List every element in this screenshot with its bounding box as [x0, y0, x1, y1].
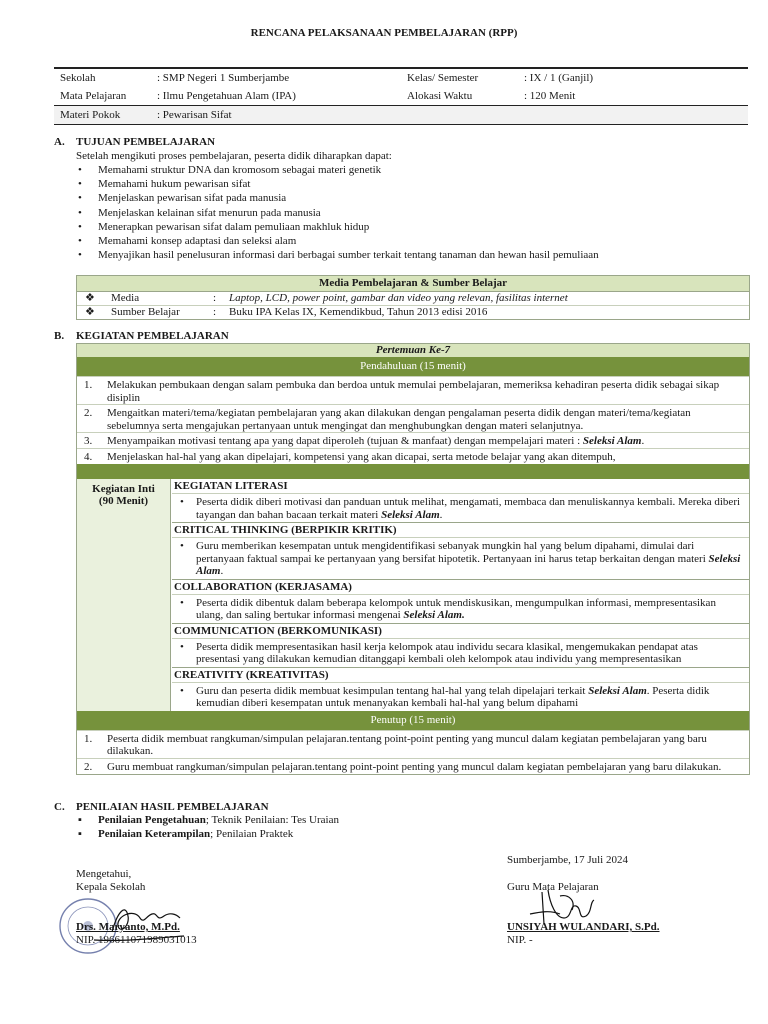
- colon: :: [213, 292, 217, 304]
- row-text: [107, 433, 749, 448]
- topic-label: Materi Pokok: [60, 109, 121, 121]
- core-label: [77, 479, 171, 711]
- header-row: [54, 69, 748, 87]
- list-item-text: Menyajikan hasil penelusuran informasi dari berbagai sumber terkait tentang tanaman dan hewan hasil pemuliaan: [98, 249, 599, 262]
- subject-value: : Ilmu Pengetahuan Alam (IPA): [157, 90, 296, 102]
- table-row: [77, 758, 749, 775]
- list-item-text: Menjelaskan kelainan sifat menurun pada manusia: [98, 206, 321, 219]
- diamond-icon: ❖: [85, 292, 95, 304]
- section-a-intro: Setelah mengikuti proses pembelajaran, peserta didik diharapkan dapat:: [76, 150, 392, 162]
- assessment-detail: ; Teknik Penilaian: Tes Uraian: [205, 814, 339, 826]
- row-number: 2.: [84, 760, 93, 773]
- bullet-icon: •: [78, 249, 82, 262]
- time-label: Alokasi Waktu: [407, 90, 473, 102]
- assessment-type: Penilaian Keterampilan: [98, 828, 211, 841]
- bullet-icon: •: [180, 684, 184, 697]
- list-item-text: Menerapkan pewarisan sifat dalam pemuliaan makhluk hidup: [98, 220, 370, 233]
- row-number: 3.: [84, 435, 93, 447]
- block-body: [172, 594, 749, 623]
- assessment-list: [76, 813, 339, 841]
- row-text: Mengaitkan materi/tema/kegiatan pembelajaran yang akan dilakukan dengan pengalaman peserta didik dengan materi/tema/kegiatan sebelumnya serta mengajukan pertanyaan untuk mengingat dan menghubungkan dengan materi selanjutnya.: [107, 407, 691, 432]
- bullet-icon: •: [78, 192, 82, 205]
- table-row: [77, 376, 749, 404]
- assessment-type: Penilaian Pengetahuan: [98, 814, 206, 826]
- table-row: [77, 404, 749, 432]
- bullet-icon: •: [180, 496, 184, 508]
- section-letter: A.: [54, 136, 65, 148]
- section-title: TUJUAN PEMBELAJARAN: [76, 136, 216, 148]
- header-row: [54, 105, 748, 124]
- bullet-icon: •: [78, 234, 82, 247]
- school-value: : SMP Negeri 1 Sumberjambe: [157, 72, 290, 84]
- emphasis-text: Seleksi Alam: [196, 552, 741, 577]
- section-b-heading: [54, 330, 229, 342]
- class-value: : IX / 1 (Ganjil): [524, 72, 594, 84]
- section-letter: C.: [54, 801, 65, 813]
- acknowledged-label: Mengetahui,: [76, 868, 132, 880]
- header-table: [54, 67, 748, 125]
- teacher-title: Guru Mata Pelajaran: [507, 881, 599, 893]
- document-title: RENCANA PELAKSANAAN PEMBELAJARAN (RPP): [250, 27, 518, 39]
- section-letter: B.: [54, 330, 65, 342]
- intro-bar: Pendahuluan (15 menit): [77, 357, 749, 376]
- row-number: 2.: [84, 407, 93, 419]
- activities-table: [76, 343, 750, 775]
- principal-nip: NIP. 196611071989031013: [76, 934, 197, 946]
- block-heading: KEGIATAN LITERASI: [172, 479, 749, 493]
- list-item: [76, 191, 599, 205]
- list-item: [76, 813, 339, 827]
- list-item: [76, 220, 599, 234]
- subject-label: Mata Pelajaran: [60, 90, 127, 102]
- row-text: Melakukan pembukaan dengan salam pembuka dan berdoa untuk memulai pembelajaran, memeriksa kehadiran peserta didik sebagai sikap disiplin: [107, 379, 720, 404]
- row-text-main: Menyampaikan motivasi tentang apa yang dapat diperoleh (tujuan & manfaat) dengan mempelajari materi :: [107, 435, 583, 447]
- teacher-nip: NIP. -: [507, 934, 533, 946]
- media-heading: Media Pembelajaran & Sumber Belajar: [77, 276, 749, 292]
- list-item: [76, 177, 599, 191]
- bullet-icon: •: [180, 640, 184, 653]
- row-text: Guru membuat rangkuman/simpulan pelajaran.tentang point-point penting yang muncul dalam kegiatan pembelajaran yang baru dilakukan.: [107, 760, 722, 773]
- bullet-icon: •: [78, 220, 82, 233]
- bullet-icon: •: [180, 596, 184, 609]
- topic-value: : Pewarisan Sifat: [157, 109, 232, 121]
- block-text-after: . Peserta didik kemudian diberi kesempatan untuk menanyakan kembali hal-hal yang belum dipahami: [196, 684, 710, 709]
- media-row: [77, 292, 749, 305]
- table-row: [77, 432, 749, 448]
- block-body: [172, 537, 749, 579]
- objectives-list: [76, 163, 599, 262]
- school-label: Sekolah: [60, 72, 96, 84]
- square-bullet-icon: ▪: [78, 828, 82, 841]
- divider-bar: [77, 464, 749, 479]
- assessment-detail: ; Penilaian Praktek: [210, 828, 294, 841]
- principal-name: Drs. Maryanto, M.Pd.: [76, 921, 180, 933]
- row-text-after: .: [641, 435, 645, 447]
- class-label: Kelas/ Semester: [407, 72, 479, 84]
- row-number: 1.: [84, 732, 93, 745]
- section-c-heading: [54, 801, 269, 813]
- diamond-icon: ❖: [85, 306, 95, 318]
- list-item: [76, 206, 599, 220]
- core-activities: [77, 479, 749, 711]
- section-title: PENILAIAN HASIL PEMBELAJARAN: [76, 801, 269, 813]
- block-body: [172, 682, 749, 711]
- section-title: KEGIATAN PEMBELAJARAN: [76, 330, 229, 342]
- core-label-duration: (90 Menit): [98, 495, 149, 507]
- media-label: Media: [111, 292, 140, 304]
- emphasis-text: Seleksi Alam: [588, 684, 647, 697]
- bullet-icon: •: [78, 178, 82, 191]
- table-row: [77, 730, 749, 758]
- square-bullet-icon: ▪: [78, 814, 82, 826]
- block-text: Peserta didik dibentuk dalam beberapa kelompok untuk mendiskusikan, mengumpulkan informasi, mempresentasikan ulang, dan saling bertukar informasi mengenai: [196, 596, 716, 621]
- block-text: Peserta didik diberi motivasi dan panduan untuk melihat, mengamati, membaca dan menuliskannya kembali. Mereka diberi tayangan dan bahan bacaan terkait materi: [196, 496, 741, 521]
- list-item: [76, 234, 599, 248]
- teacher-name: UNSIYAH WULANDARI, S.Pd.: [507, 921, 660, 933]
- block-heading: CREATIVITY (KREATIVITAS): [172, 667, 749, 682]
- list-item-text: Memahami struktur DNA dan kromosom sebagai materi genetik: [98, 164, 382, 176]
- row-text: Peserta didik membuat rangkuman/simpulan pelajaran.tentang point-point penting yang muncul dalam kegiatan pembelajaran yang baru dilakukan.: [107, 732, 707, 757]
- row-number: 4.: [84, 450, 93, 463]
- closing-bar: Penutup (15 menit): [77, 711, 749, 730]
- block-heading: CRITICAL THINKING (BERPIKIR KRITIK): [172, 522, 749, 537]
- media-table: [76, 275, 750, 320]
- block-text-after: .: [220, 565, 224, 577]
- block-text: Peserta didik mempresentasikan hasil kerja kelompok atau individu secara klasikal, mengemukakan pendapat atas presentasi yang dilakukan kemudian ditanggapi kembali oleh kelompok atau individu yang mempresentasikan: [196, 640, 698, 665]
- bullet-icon: •: [180, 540, 184, 552]
- media-value: Laptop, LCD, power point, gambar dan video yang relevan, fasilitas internet: [229, 292, 568, 304]
- media-row: [77, 305, 749, 319]
- emphasis-text: Seleksi Alam.: [403, 609, 465, 621]
- core-label-title: Kegiatan Inti: [92, 483, 155, 495]
- time-value: : 120 Menit: [524, 90, 576, 102]
- block-heading: COLLABORATION (KERJASAMA): [172, 579, 749, 594]
- bullet-icon: •: [78, 206, 82, 219]
- section-a-heading: [54, 136, 215, 148]
- list-item: [76, 163, 599, 177]
- bullet-icon: •: [78, 164, 82, 176]
- header-row: [54, 87, 748, 105]
- list-item-text: Memahami hukum pewarisan sifat: [98, 178, 251, 191]
- colon: :: [213, 306, 217, 318]
- meeting-label: Pertemuan Ke-7: [77, 344, 749, 357]
- emphasis-text: Seleksi Alam: [582, 435, 642, 447]
- core-blocks: [172, 479, 749, 711]
- emphasis-text: Seleksi Alam: [381, 508, 440, 521]
- source-label: Sumber Belajar: [111, 306, 180, 318]
- place-date: Sumberjambe, 17 Juli 2024: [507, 854, 628, 866]
- list-item-text: Menjelaskan pewarisan sifat pada manusia: [98, 192, 287, 205]
- block-text: Guru dan peserta didik membuat kesimpulan tentang hal-hal yang telah dipelajari terkait: [196, 684, 589, 697]
- principal-title: Kepala Sekolah: [76, 881, 146, 893]
- list-item: [76, 248, 599, 262]
- block-body: [172, 493, 749, 522]
- list-item-text: Memahami konsep adaptasi dan seleksi alam: [98, 234, 297, 247]
- list-item: [76, 827, 339, 841]
- table-row: [77, 448, 749, 465]
- row-text: Menjelaskan hal-hal yang akan dipelajari, kompetensi yang akan dicapai, serta metode belajar yang akan ditempuh,: [107, 450, 616, 463]
- block-body: [172, 638, 749, 667]
- block-text: Guru memberikan kesempatan untuk mengidentifikasi sebanyak mungkin hal yang belum dipahami, dimulai dari pertanyaan faktual sampai ke pertanyaan yang bersifat hipotetik. Pertanyaan ini harus tetap berkaitan dengan materi: [196, 540, 709, 565]
- source-value: Buku IPA Kelas IX, Kemendikbud, Tahun 2013 edisi 2016: [229, 306, 488, 318]
- block-heading: COMMUNICATION (BERKOMUNIKASI): [172, 623, 749, 638]
- block-text-after: .: [439, 508, 443, 521]
- row-number: 1.: [84, 379, 93, 391]
